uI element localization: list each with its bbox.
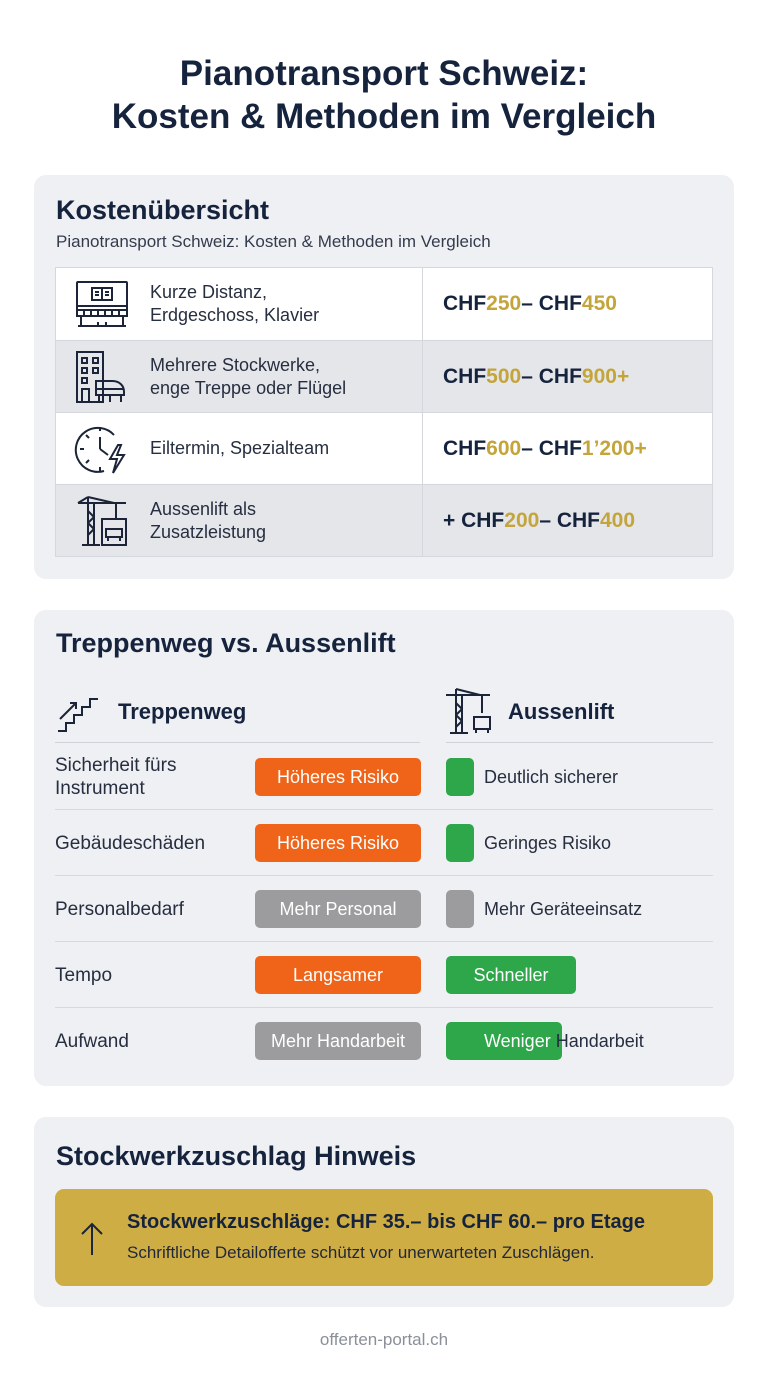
divider	[446, 742, 713, 743]
footer-source: offerten-portal.ch	[319, 1330, 449, 1349]
comparison-row	[55, 744, 713, 810]
comparison-card	[34, 610, 734, 1086]
lift-status-marker	[446, 758, 474, 796]
floor-surcharge-text: Schriftliche Detailofferte schützt vor unerwarteten Zuschlägen.	[127, 1243, 595, 1262]
floor-surcharge-notice	[55, 1189, 713, 1286]
page-title-line-1: Pianotransport Schweiz:	[179, 54, 589, 93]
lift-rating-badge: Schneller	[446, 956, 576, 994]
lift-rating-text: Deutlich sicherer	[484, 766, 619, 787]
crane-lift-icon	[74, 493, 130, 549]
comparison-row	[55, 1008, 713, 1074]
comparison-row-label: Personalbedarf	[55, 898, 184, 920]
lift-status-marker	[446, 890, 474, 928]
page-title	[0, 52, 768, 138]
stairs-rating-badge: Höheres Risiko	[255, 758, 421, 796]
column-label-lift: Aussenlift	[508, 699, 615, 724]
floor-surcharge-heading: Stockwerkzuschlag Hinweis	[56, 1141, 417, 1171]
comparison-row-label: Gebäudeschäden	[55, 832, 206, 854]
cost-row-label: Kurze Distanz, Erdgeschoss, Klavier	[150, 282, 320, 325]
cost-row-price: CHF 250 – CHF 450	[443, 292, 617, 315]
lift-status-marker	[446, 824, 474, 862]
comparison-row	[55, 876, 713, 942]
stairs-rating-badge: Mehr Handarbeit	[255, 1022, 421, 1060]
cost-row	[56, 412, 712, 484]
stairs-rating-badge: Mehr Personal	[255, 890, 421, 928]
upright-piano-icon	[74, 276, 130, 332]
comparison-heading: Treppenweg vs. Aussenlift	[56, 628, 396, 658]
column-head-stairs	[54, 682, 246, 742]
comparison-row-label: Aufwand	[55, 1030, 129, 1052]
comparison-row-label: Sicherheit fürs Instrument	[55, 755, 177, 799]
cost-row	[56, 484, 712, 556]
cost-row	[56, 340, 712, 412]
cost-table	[55, 267, 713, 557]
floor-surcharge-headline: Stockwerkzuschläge: CHF 35.– bis CHF 60.– pro Etage	[127, 1211, 645, 1233]
comparison-row	[55, 810, 713, 876]
divider	[55, 742, 420, 743]
cost-row-label: Aussenlift als Zusatzleistung	[150, 498, 267, 542]
arrow-up-icon	[79, 1221, 105, 1257]
cost-row-price: CHF 500 – CHF 900+	[443, 364, 630, 388]
cost-overview-card	[34, 175, 734, 579]
column-head-lift	[444, 682, 614, 742]
crane-icon	[444, 687, 494, 737]
column-label-stairs: Treppenweg	[118, 699, 247, 724]
building-grand-piano-icon	[74, 349, 130, 405]
cost-row	[56, 268, 712, 340]
lift-rating-text: Weniger Handarbeit	[484, 1030, 644, 1051]
lift-rating-text: Geringes Risiko	[484, 832, 612, 853]
lift-rating-text: Mehr Geräteeinsatz	[484, 898, 643, 919]
clock-lightning-icon	[74, 421, 130, 477]
cost-overview-heading: Kostenübersicht	[56, 195, 270, 225]
cost-row-price: + CHF 200 – CHF 400	[443, 508, 636, 532]
cost-overview-subtitle: Pianotransport Schweiz: Kosten & Methoden im Vergleich	[56, 232, 491, 251]
cost-row-label: Mehrere Stockwerke, enge Treppe oder Flügel	[150, 354, 347, 398]
cost-row-price: CHF 600 – CHF 1’200+	[443, 436, 647, 460]
floor-surcharge-card	[34, 1117, 734, 1307]
stairs-rating-badge: Höheres Risiko	[255, 824, 421, 862]
stairs-rating-badge: Langsamer	[255, 956, 421, 994]
page-title-line-2: Kosten & Methoden im Vergleich	[111, 97, 657, 136]
comparison-row-label: Tempo	[55, 964, 113, 986]
cost-row-label: Eiltermin, Spezialteam	[150, 438, 330, 458]
stairs-icon	[54, 687, 104, 737]
comparison-row	[55, 942, 713, 1008]
